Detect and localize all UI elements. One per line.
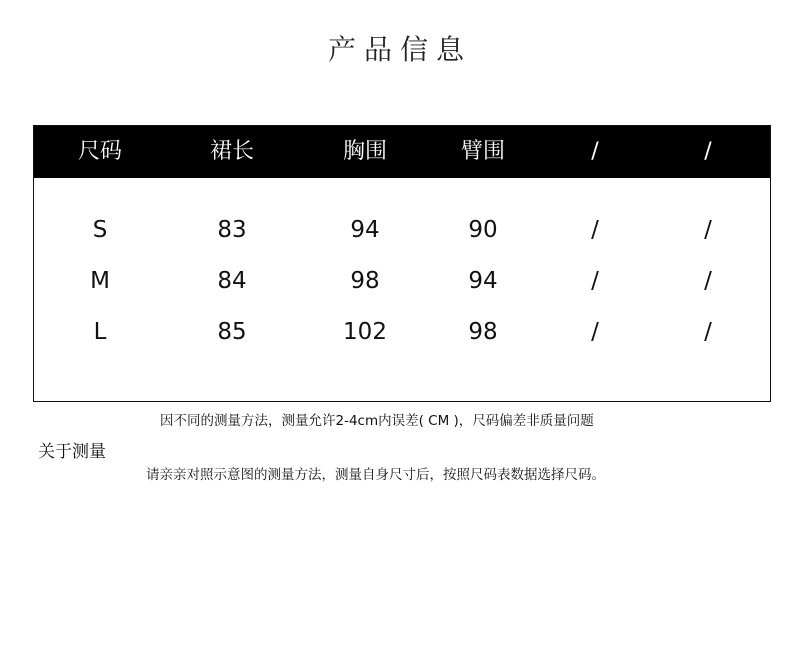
cell-skirt-length: 85: [217, 319, 247, 345]
cell-arm: 90: [468, 217, 498, 243]
cell-size: L: [93, 319, 107, 345]
cell-size: M: [90, 268, 110, 294]
about-measurement-heading: 关于测量: [38, 442, 106, 462]
cell-size: S: [92, 217, 108, 243]
measurement-instruction: 请亲亲对照示意图的测量方法，测量自身尺寸后，按照尺码表数据选择尺码。: [146, 467, 605, 483]
page-title: 产品信息: [327, 33, 472, 66]
table-header: [34, 126, 770, 178]
size-table: [33, 125, 771, 402]
measurement-error-note: 因不同的测量方法，测量允许2-4cm内误差( CM )，尺码偏差非质量问题: [160, 413, 594, 429]
cell-empty-1: /: [591, 217, 599, 243]
header-empty-2: /: [704, 139, 712, 164]
cell-arm: 98: [468, 319, 498, 345]
header-bust: 胸围: [342, 139, 387, 164]
cell-empty-2: /: [704, 268, 712, 294]
header-empty-1: /: [591, 139, 599, 164]
header-arm: 臂围: [460, 139, 505, 164]
cell-empty-1: /: [591, 268, 599, 294]
cell-bust: 102: [343, 319, 387, 345]
header-skirt-length: 裙长: [209, 139, 254, 164]
table-row: [34, 255, 770, 307]
cell-empty-2: /: [704, 217, 712, 243]
cell-arm: 94: [468, 268, 498, 294]
cell-bust: 98: [350, 268, 380, 294]
header-size: 尺码: [77, 139, 122, 164]
table-row: [34, 306, 770, 358]
cell-skirt-length: 84: [217, 268, 247, 294]
cell-skirt-length: 83: [217, 217, 247, 243]
cell-empty-1: /: [591, 319, 599, 345]
table-row: [34, 204, 770, 256]
cell-empty-2: /: [704, 319, 712, 345]
cell-bust: 94: [350, 217, 380, 243]
